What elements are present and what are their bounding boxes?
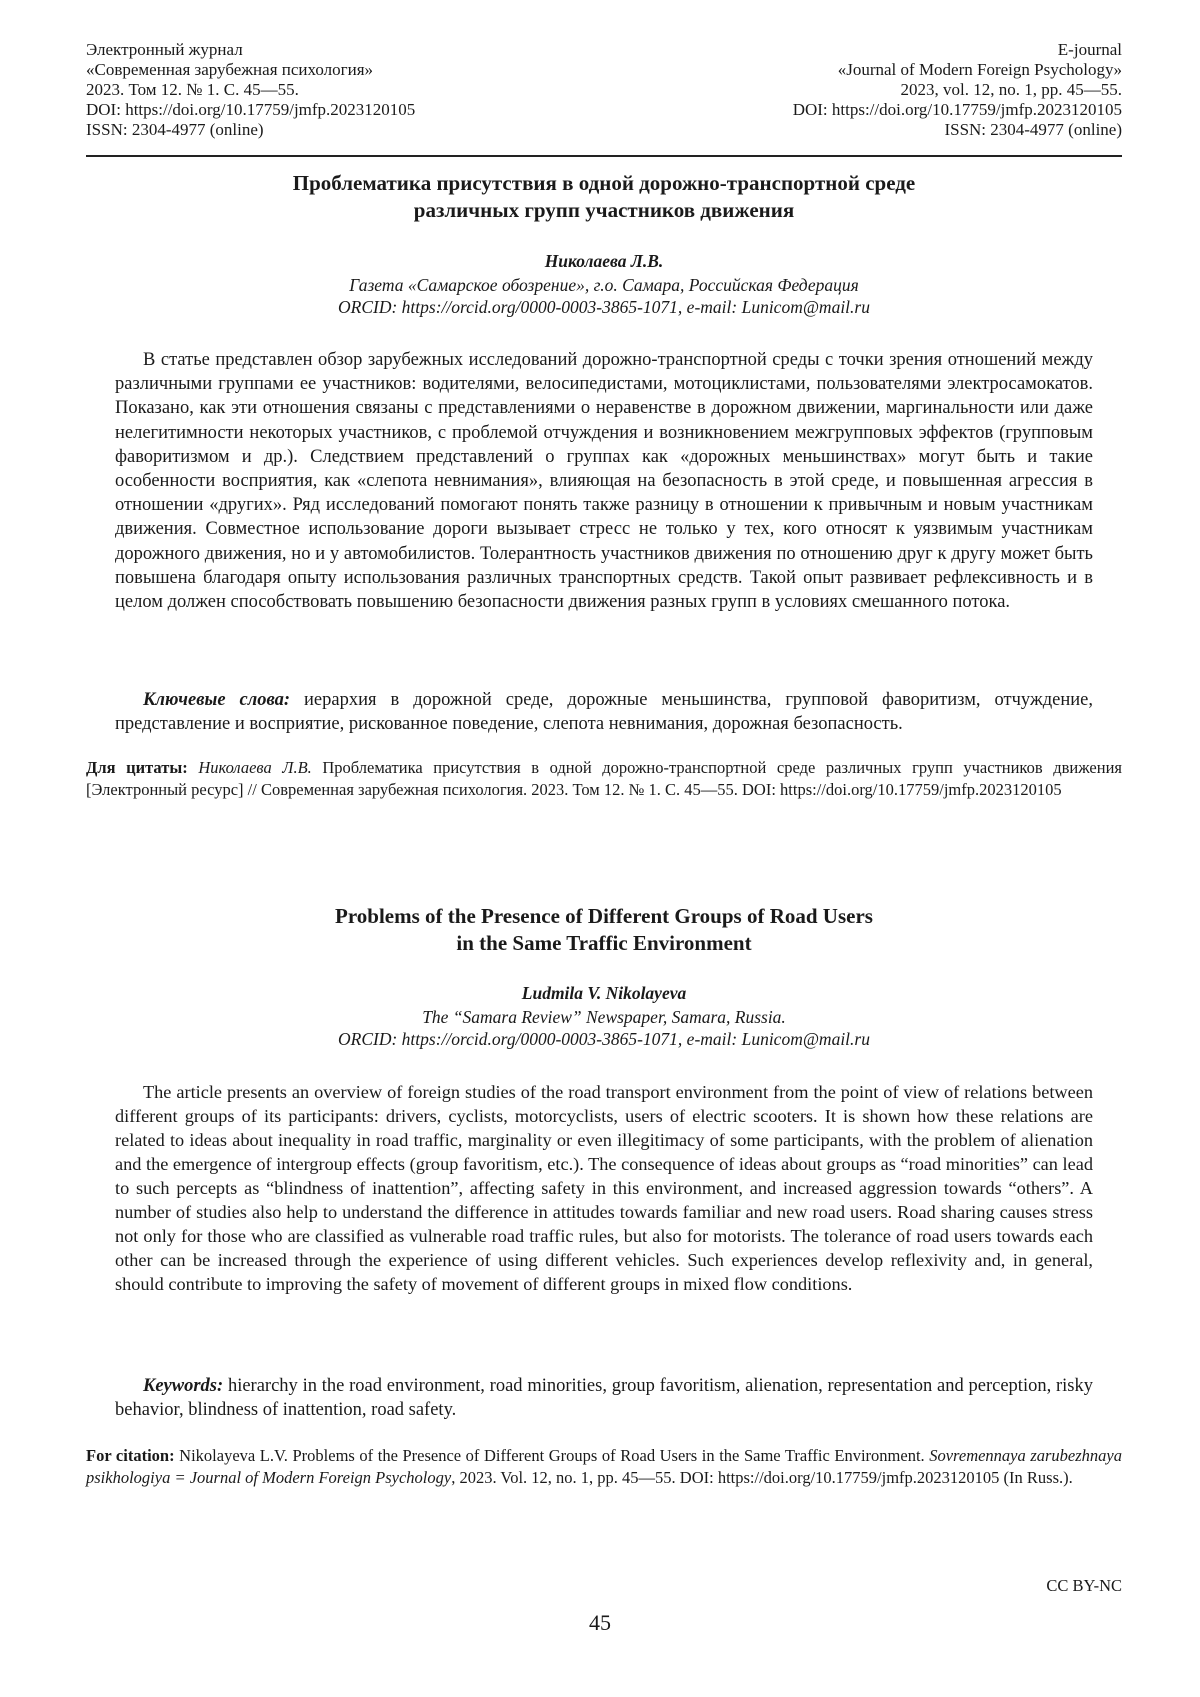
title-line-ru-2: различных групп участников движения (413, 198, 795, 222)
header-journal-label-ru: Электронный журнал (86, 40, 243, 59)
citation-ru (86, 757, 1122, 800)
page-number: 45 (589, 1610, 611, 1635)
citation-label-en: For citation: (86, 1446, 175, 1465)
title-line-ru-1: Проблематика присутствия в одной дорожно-транспортной среде (292, 171, 916, 195)
header-left-ru (86, 40, 415, 140)
header-journal-label-en: E-journal (1057, 40, 1122, 59)
header-issue-ru: 2023. Том 12. № 1. С. 45—55. (86, 80, 299, 99)
keywords-en (115, 1374, 1093, 1422)
header-issn-ru: ISSN: 2304-4977 (online) (86, 120, 264, 139)
affiliation-en: The “Samara Review” Newspaper, Samara, Russia. (422, 1007, 786, 1027)
keywords-ru (115, 688, 1093, 736)
affiliation-ru: Газета «Самарское обозрение», г.о. Самара, Российская Федерация (349, 275, 859, 295)
author-name-ru: Николаева Л.В. (544, 251, 664, 271)
license-label: CC BY-NC (1046, 1576, 1122, 1595)
orcid-en[interactable]: ORCID: https://orcid.org/0000-0003-3865-1071, e-mail: Lunicom@mail.ru (338, 1029, 870, 1049)
citation-journal-en: Sovremennaya zarubezhnaya psikhologiya = Journal of Modern Foreign Psychology (86, 1446, 1122, 1487)
article-title-ru (86, 170, 1122, 224)
article-title-en (86, 903, 1122, 957)
author-block-ru (86, 250, 1122, 318)
orcid-ru[interactable]: ORCID: https://orcid.org/0000-0003-3865-1071, e-mail: Lunicom@mail.ru (338, 297, 870, 317)
citation-text-en: Nikolayeva L.V. Problems of the Presence of Different Groups of Road Users in the Same Traffic Environment. (174, 1446, 930, 1465)
keywords-text-ru: иерархия в дорожной среде, дорожные меньшинства, групповой фаворитизм, отчуждение, представление и восприятие, рискованное поведение, слепота невнимания, дорожная безопасность. (115, 690, 1093, 735)
header-journal-name-en: «Journal of Modern Foreign Psychology» (837, 60, 1122, 79)
citation-en (86, 1445, 1122, 1488)
header-doi-en[interactable]: DOI: https://doi.org/10.17759/jmfp.2023120105 (792, 100, 1122, 119)
header-issue-en: 2023, vol. 12, no. 1, pp. 45—55. (900, 80, 1122, 99)
title-line-en-1: Problems of the Presence of Different Groups of Road Users (335, 904, 873, 928)
header-journal-name-ru: «Современная зарубежная психология» (86, 60, 374, 79)
keywords-label-en: Keywords: (143, 1376, 224, 1396)
title-line-en-2: in the Same Traffic Environment (456, 931, 752, 955)
citation-author-ru: Николаева Л.В. (198, 758, 312, 777)
header-right-en (793, 40, 1122, 140)
citation-text-ru: Проблематика присутствия в одной дорожно-транспортной среде различных групп участников движения [Электронный ресурс] // Современная зарубежная психология. 2023. Том 12. № 1. С. 45—55. DOI: https://doi.org/10.17759/jmfp.2023120105 (86, 758, 1122, 799)
citation-tail-en: , 2023. Vol. 12, no. 1, pp. 45—55. DOI: https://doi.org/10.17759/jmfp.2023120105 (In Russ.). (451, 1467, 1073, 1487)
author-name-en: Ludmila V. Nikolayeva (521, 983, 687, 1003)
keywords-text-en: hierarchy in the road environment, road minorities, group favoritism, alienation, representation and perception, risky behavior, blindness of inattention, road safety. (115, 1376, 1093, 1421)
keywords-label-ru: Ключевые слова: (143, 690, 291, 710)
header-divider (86, 155, 1122, 157)
header-doi-ru[interactable]: DOI: https://doi.org/10.17759/jmfp.2023120105 (86, 100, 416, 119)
citation-label-ru: Для цитаты: (86, 758, 188, 777)
header-issn-en: ISSN: 2304-4977 (online) (944, 120, 1122, 139)
abstract-en: The article presents an overview of foreign studies of the road transport environment from the point of view of relations between different groups of its participants: drivers, cyclists, motorcyclists, users of electric scooters. It is shown how these relations are related to ideas about inequality in road traffic, marginality or even illegitimacy of some participants, with the problem of alienation and the emergence of intergroup effects (group favoritism, etc.). The consequence of ideas about groups as “road minorities” can lead to such percepts as “blindness of inattention”, affecting safety in this environment, and increased aggression towards “others”. A number of studies also help to understand the difference in attitudes towards familiar and new road users. Road sharing causes stress not only for those who are classified as vulnerable road traffic rules, but also for motorists. The tolerance of road users towards each other can be increased through the experience of using different vehicles. Such experiences develop reflexivity and, in general, should contribute to improving the safety of movement of different groups in mixed flow conditions. (115, 1082, 1093, 1294)
author-block-en (86, 982, 1122, 1050)
abstract-ru: В статье представлен обзор зарубежных исследований дорожно-транспортной среды с точки зрения отношений между различными группами ее участников: водителями, велосипедистами, мотоциклистами, пользователями электросамокатов. Показано, как эти отношения связаны с представлениями о неравенстве в дорожном движении, маргинальности или даже нелегитимности некоторых участников, с проблемой отчуждения и возникновением межгрупповых эффектов (групповым фаворитизмом и др.). Следствием представлений о группах как «дорожных меньшинствах» могут быть и такие особенности восприятия, как «слепота невнимания», влияющая на безопасность в этой среде, и повышенная агрессия в отношении «других». Ряд исследований помогают понять также разницу в отношении к привычным и новым участникам движения. Совместное использование дороги вызывает стресс не только у тех, кого относят к уязвимым участникам дорожного движения, но и у автомобилистов. Толерантность участников движения по отношению друг к другу может быть повышена благодаря опыту использования различных транспортных средств. Такой опыт развивает рефлексивность и в целом должен способствовать повышению безопасности движения разных групп в условиях смешанного потока. (115, 350, 1093, 613)
